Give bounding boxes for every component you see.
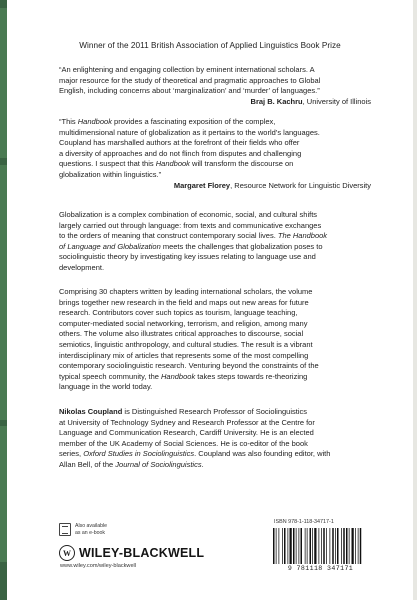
barcode-bar [312, 528, 313, 564]
text-line: series, Oxford Studies in Sociolinguistics. Coupland was also founding editor, with [59, 449, 331, 459]
text-line: Nikolas Coupland is Distinguished Research Professor of Sociolinguistics [59, 407, 308, 416]
barcode-bar [335, 528, 336, 564]
ebook-line: as an e-book [75, 529, 105, 536]
quote-line: multidimensional nature of globalization as it pertains to the world’s languages. [59, 127, 320, 137]
barcode-bar [296, 528, 297, 564]
barcode-bar [330, 528, 331, 564]
text-line: Comprising 30 chapters written by leading international scholars, the volume [59, 287, 313, 296]
text-line: typical speech community, the Handbook takes steps towards re-theorizing [59, 371, 308, 381]
review-quote-florey [59, 117, 371, 192]
barcode-image [272, 528, 369, 564]
text-line: computer-mediated social networking, terrorism, and religion, among many [59, 318, 308, 328]
cover-right-edge [413, 0, 417, 600]
barcode-bar [326, 528, 327, 564]
barcode-bar [273, 528, 275, 564]
wiley-logo-icon: W [59, 545, 75, 561]
barcode-bar [299, 528, 300, 564]
barcode-bar [279, 528, 280, 564]
review-quote-kachru [59, 65, 371, 108]
text-line: largely carried out through language: from texts and communicative exchanges [59, 220, 322, 230]
barcode-bar [346, 528, 348, 564]
barcode-bar [321, 528, 322, 564]
text-line: of Language and Globalization meets the challenges that globalization poses to [59, 241, 323, 251]
quote-line: major resource for the study of theoretical and pragmatic approaches to Global [59, 75, 321, 85]
quote-line: “This Handbook provides a fascinating exposition of the complex, [59, 117, 276, 126]
ebook-icon [59, 523, 71, 536]
editor-biography [59, 407, 371, 471]
barcode-bar [305, 528, 306, 564]
barcode-bar [349, 528, 350, 564]
quote-line: Coupland has marshalled authors at the forefront of their fields who offer [59, 138, 300, 148]
barcode-bar [360, 528, 362, 564]
barcode-bar [352, 528, 354, 564]
ebook-notice [59, 523, 107, 536]
text-line: research. Contributors cover such topics as tourism, language teaching, [59, 308, 298, 318]
reviewer-affiliation: , Resource Network for Linguistic Diversity [230, 181, 371, 191]
text-line: semiotics, linguistic anthropology, and cultural studies. The result is a vibrant [59, 339, 313, 349]
ebook-line: Also available [75, 523, 108, 530]
barcode-bar [355, 528, 356, 564]
cover-spine-edge [0, 0, 7, 600]
barcode-bar [301, 528, 303, 564]
publisher-url[interactable]: www.wiley.com/wiley-blackwell [60, 563, 137, 569]
reviewer-name: Margaret Florey [173, 181, 231, 191]
barcode-bar [332, 528, 334, 564]
barcode-bar [282, 528, 283, 564]
quote-line: globalization within linguistics.” [59, 169, 162, 179]
book-prize-line: Winner of the 2011 British Association of Applied Linguistics Book Prize [79, 41, 341, 50]
text-line: contemporary sociolinguistic research. Venturing beyond the constraints of the [59, 361, 319, 371]
barcode-bar [288, 528, 289, 564]
barcode-bar [276, 528, 277, 564]
editor-name: Nikolas Coupland [59, 407, 123, 416]
quote-line: “An enlightening and engaging collection by eminent international scholars. A [59, 65, 315, 74]
publisher-name: WILEY-BLACKWELL [79, 546, 205, 560]
barcode-bar [307, 528, 308, 564]
text-line: brings together new research in the field and maps out new areas for future [59, 297, 309, 307]
text-line: Language and Communication Research, Cardiff University. He is an elected [59, 428, 314, 438]
barcode-bar [290, 528, 292, 564]
text-line: others. The volume also illustrates critical approaches to discourse, social [59, 329, 304, 339]
barcode-bar [343, 528, 345, 564]
description-paragraph-1 [59, 210, 371, 274]
text-line: member of the UK Academy of Social Sciences. He is co-editor of the book [59, 438, 308, 448]
reviewer-name: Braj B. Kachru [250, 97, 303, 107]
quote-attribution [59, 181, 371, 192]
quote-attribution [59, 97, 371, 108]
barcode-bar [358, 528, 359, 564]
text-line: development. [59, 262, 105, 272]
publisher-logo [59, 545, 204, 561]
barcode-bar [319, 528, 320, 564]
text-line: to the orders of meaning that construct contemporary social lives. The Handbook [59, 231, 328, 241]
text-line: interdisciplinary mix of articles that represents some of the most compelling [59, 350, 309, 360]
text-line: sociolinguistic theory by investigating key issues relating to language use and [59, 252, 316, 262]
barcode-bar [293, 528, 295, 564]
description-paragraph-2 [59, 287, 371, 393]
barcode-bar [284, 528, 286, 564]
text-line: at University of Technology Sydney and Research Professor at the Centre for [59, 417, 315, 427]
quote-line: questions. I suspect that this Handbook will transform the discourse on [59, 159, 294, 169]
reviewer-affiliation: , University of Illinois [302, 97, 371, 107]
back-cover [7, 0, 413, 600]
barcode-bar [310, 528, 312, 564]
quote-line: a diversity of approaches and do not flinch from disputes and challenging [59, 148, 302, 158]
quote-line: English, including concerns about ‘marginalization’ and ‘murder’ of languages.” [59, 86, 320, 96]
publisher-block [59, 545, 204, 569]
barcode-number: 9 781118 347171 [287, 565, 354, 572]
isbn-text: ISBN 978-1-118-34717-1 [274, 519, 334, 525]
barcode-bar [314, 528, 316, 564]
barcode-bar [337, 528, 339, 564]
text-line: Allan Bell, of the Journal of Sociolinguistics. [59, 459, 204, 469]
text-line: Globalization is a complex combination of economic, social, and cultural shifts [59, 210, 318, 219]
text-line: language in the world today. [59, 382, 153, 392]
barcode-bar [341, 528, 342, 564]
barcode-bar [323, 528, 325, 564]
